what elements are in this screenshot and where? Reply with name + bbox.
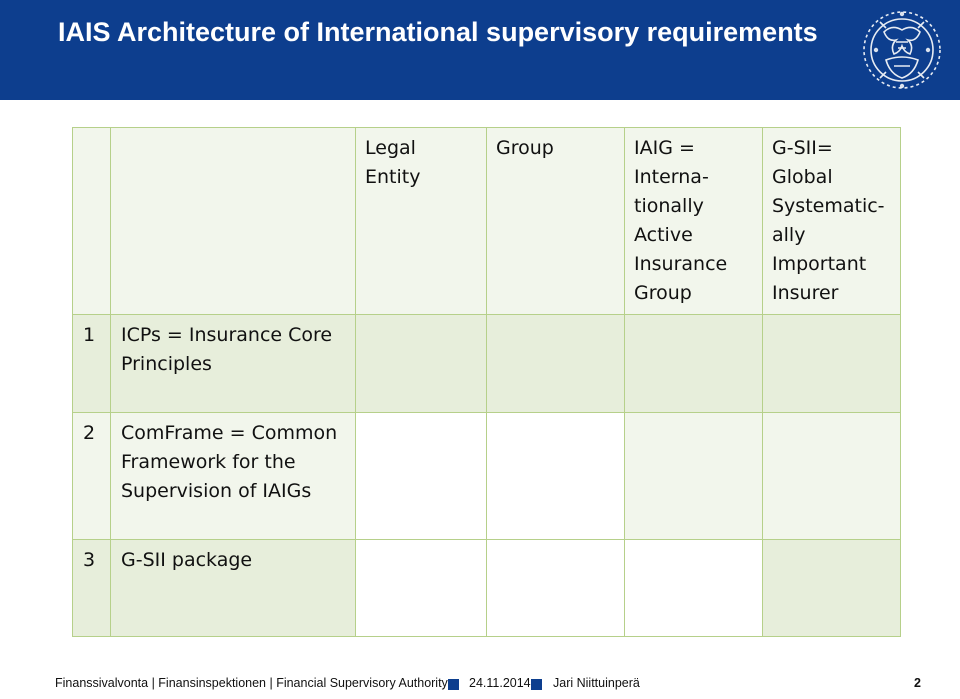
row-label: ICPs = Insurance Core Principles — [111, 315, 356, 413]
header-cell-iaig: IAIG = Interna- tionally Active Insurance Group — [625, 128, 763, 315]
lion-crest-logo-icon — [860, 2, 944, 98]
table-header-row — [73, 128, 901, 315]
table-cell — [625, 540, 763, 637]
footer-organization: Finanssivalvonta | Finansinspektionen | Financial Supervisory Authority — [55, 676, 448, 690]
row-label: G-SII package — [111, 540, 356, 637]
table-cell — [487, 413, 625, 540]
table-cell — [763, 413, 901, 540]
slide-footer — [0, 670, 960, 699]
table-row — [73, 315, 901, 413]
row-number: 1 — [73, 315, 111, 413]
slide-header — [0, 0, 960, 100]
footer-date: 24.11.2014 — [469, 676, 531, 690]
table-cell — [763, 315, 901, 413]
square-bullet-icon — [448, 679, 459, 690]
footer-author: Jari Niittuinperä — [553, 676, 640, 690]
header-cell-name — [111, 128, 356, 315]
page-number: 2 — [914, 676, 921, 690]
row-number: 2 — [73, 413, 111, 540]
square-bullet-icon — [531, 679, 542, 690]
table-row — [73, 540, 901, 637]
table-cell — [625, 413, 763, 540]
header-cell-number — [73, 128, 111, 315]
row-number: 3 — [73, 540, 111, 637]
table-cell — [356, 540, 487, 637]
table-row — [73, 413, 901, 540]
table-cell — [625, 315, 763, 413]
row-label: ComFrame = Common Framework for the Supervision of IAIGs — [111, 413, 356, 540]
header-cell-legal-entity: Legal Entity — [356, 128, 487, 315]
slide-title: IAIS Architecture of International supervisory requirements — [58, 17, 818, 47]
table-cell — [487, 540, 625, 637]
table-cell — [763, 540, 901, 637]
header-cell-group: Group — [487, 128, 625, 315]
header-cell-gsii: G-SII= Global Systematic- ally Important Insurer — [763, 128, 901, 315]
requirements-table — [72, 127, 901, 637]
table-cell — [487, 315, 625, 413]
table-cell — [356, 413, 487, 540]
table-cell — [356, 315, 487, 413]
